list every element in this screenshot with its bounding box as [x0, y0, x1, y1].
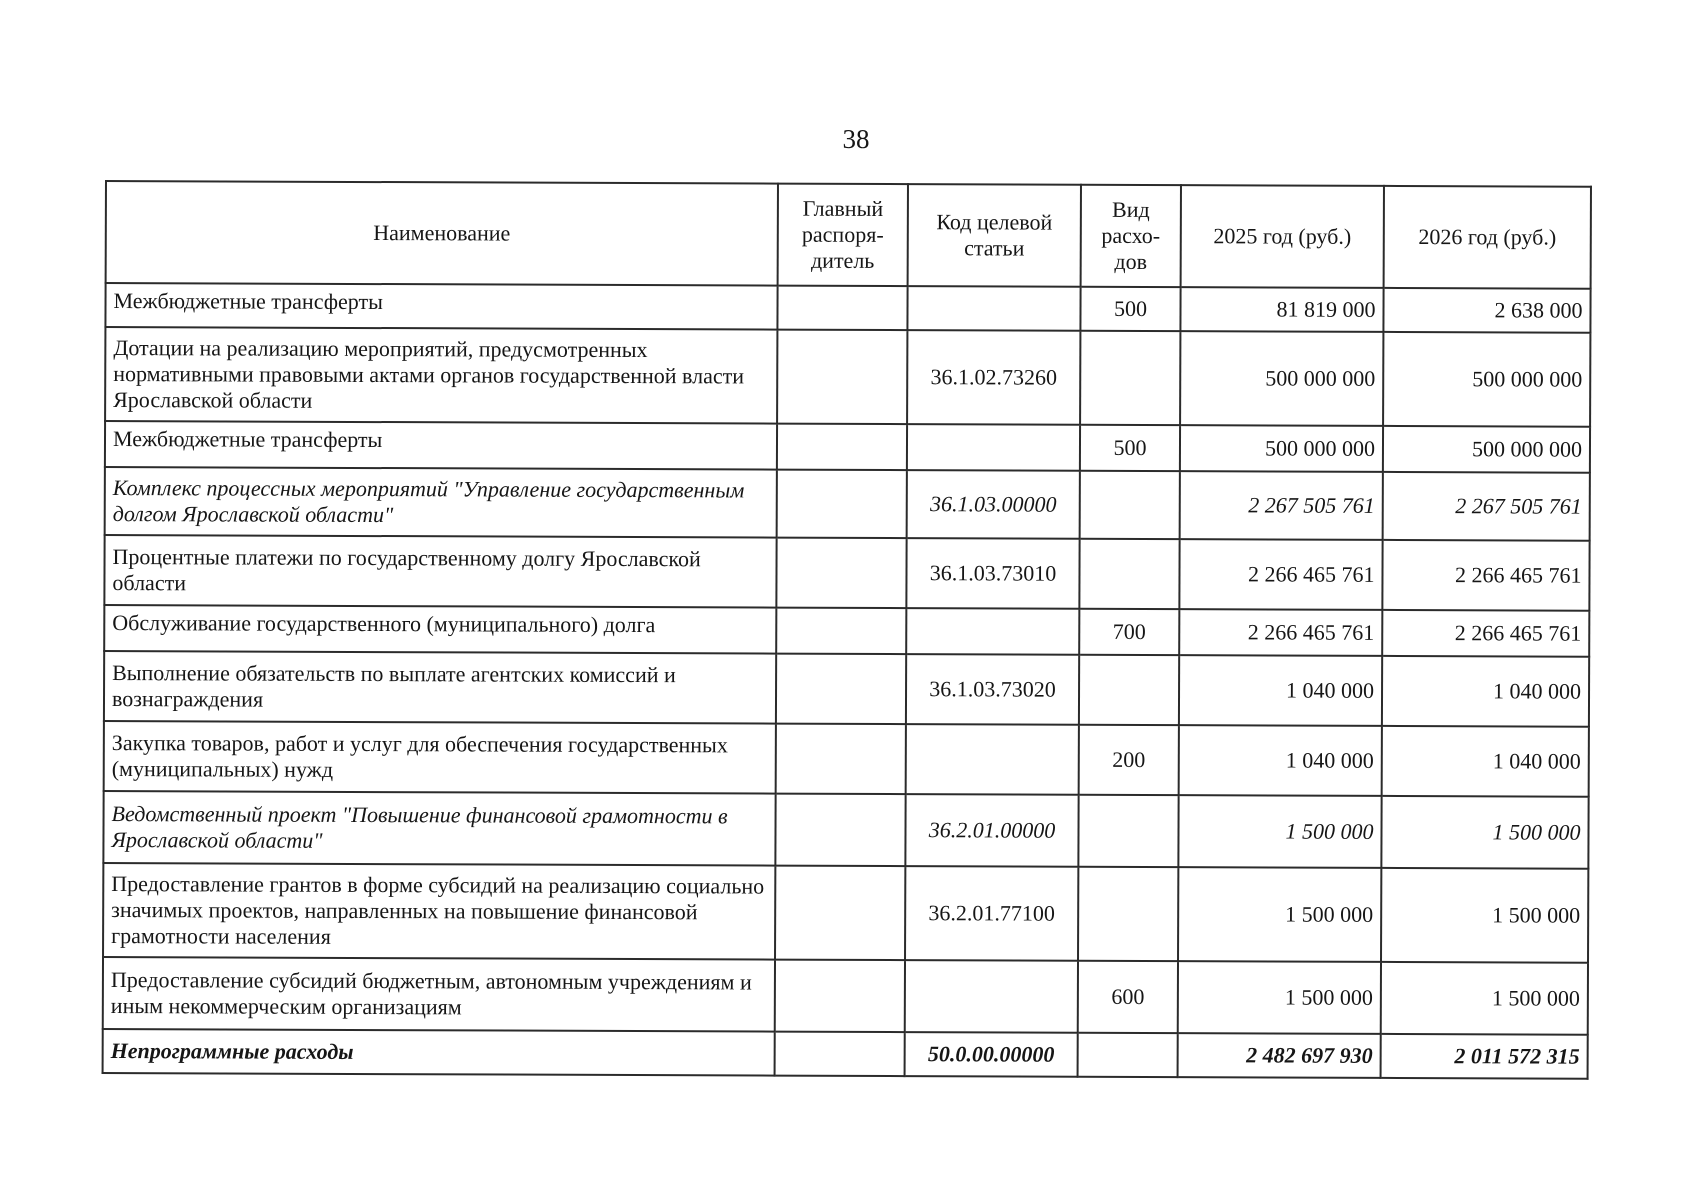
row-target-code: 36.2.01.77100 [905, 866, 1078, 961]
row-expense-kind: 500 [1080, 425, 1180, 471]
row-main-manager [777, 470, 907, 538]
row-name: Ведомственный проект "Повышение финансовой грамотности в Ярославской области" [103, 791, 775, 866]
row-name: Предоставление субсидий бюджетным, автономным учреждениям и иным некоммерческим организациям [103, 957, 775, 1032]
row-main-manager [776, 654, 906, 724]
row-target-code: 36.1.02.73260 [907, 330, 1080, 425]
row-amount-2025: 2 267 505 761 [1180, 471, 1383, 540]
row-amount-2026: 2 267 505 761 [1383, 472, 1590, 541]
row-amount-2025: 500 000 000 [1180, 425, 1383, 472]
row-amount-2025: 1 500 000 [1178, 867, 1381, 962]
row-amount-2025: 500 000 000 [1180, 331, 1383, 426]
row-target-code [907, 286, 1080, 331]
row-expense-kind: 200 [1079, 725, 1179, 795]
row-amount-2026: 500 000 000 [1383, 426, 1590, 473]
table-row [103, 863, 1588, 963]
table-row [105, 327, 1590, 427]
table-row [103, 791, 1588, 869]
row-target-code: 36.1.03.73020 [906, 654, 1079, 725]
header-year-2025: 2025 год (руб.) [1181, 185, 1384, 288]
table-row [105, 283, 1590, 333]
header-target-code: Код целевой статьи [908, 184, 1081, 287]
row-amount-2026: 2 638 000 [1383, 288, 1590, 333]
row-expense-kind [1080, 471, 1180, 539]
row-name: Процентные платежи по государственному долгу Ярославской области [104, 535, 776, 608]
row-expense-kind: 700 [1079, 609, 1179, 655]
table-row [105, 467, 1590, 541]
row-name: Обслуживание государственного (муниципального) долга [104, 605, 776, 654]
row-amount-2025: 2 266 465 761 [1179, 539, 1382, 610]
row-name: Непрограммные расходы [103, 1029, 775, 1076]
row-amount-2026: 2 266 465 761 [1382, 610, 1589, 657]
row-amount-2026: 1 500 000 [1381, 868, 1588, 963]
header-row [106, 181, 1591, 289]
row-target-code [907, 424, 1080, 471]
row-expense-kind: 600 [1078, 961, 1178, 1033]
row-amount-2025: 2 266 465 761 [1179, 609, 1382, 656]
table-row [104, 721, 1589, 797]
row-main-manager [775, 866, 905, 960]
table-row [104, 651, 1589, 727]
row-main-manager [777, 330, 907, 424]
row-amount-2025: 1 500 000 [1178, 961, 1381, 1034]
row-expense-kind [1078, 1033, 1178, 1077]
row-target-code [906, 724, 1079, 795]
row-expense-kind [1079, 539, 1179, 609]
row-amount-2025: 81 819 000 [1180, 287, 1383, 332]
row-amount-2026: 2 011 572 315 [1381, 1034, 1588, 1079]
row-main-manager [777, 286, 907, 330]
row-amount-2025: 1 040 000 [1179, 725, 1382, 796]
row-target-code: 50.0.00.00000 [905, 1032, 1078, 1077]
row-main-manager [776, 538, 906, 608]
row-expense-kind: 500 [1080, 287, 1180, 331]
row-amount-2026: 1 500 000 [1381, 796, 1588, 869]
header-name: Наименование [106, 181, 778, 286]
page-number: 38 [842, 124, 870, 154]
row-expense-kind [1078, 795, 1178, 867]
row-name: Межбюджетные трансферты [105, 421, 777, 470]
budget-table [102, 180, 1592, 1080]
row-amount-2026: 1 040 000 [1382, 656, 1589, 727]
row-target-code: 36.1.03.73010 [906, 538, 1079, 609]
row-expense-kind [1078, 867, 1178, 961]
row-amount-2026: 500 000 000 [1383, 332, 1590, 427]
table-row [103, 1029, 1588, 1079]
row-amount-2025: 1 500 000 [1178, 795, 1381, 868]
row-target-code: 36.2.01.00000 [905, 794, 1078, 867]
table-row [104, 535, 1589, 611]
table-body [103, 283, 1591, 1079]
header-expense-kind: Вид расхо-дов [1081, 185, 1181, 287]
row-name: Дотации на реализацию мероприятий, предусмотренных нормативными правовыми актами органов государственной власти Ярославской области [105, 327, 777, 424]
row-amount-2025: 2 482 697 930 [1178, 1033, 1381, 1078]
row-main-manager [776, 608, 906, 654]
row-target-code: 36.1.03.00000 [907, 470, 1080, 539]
row-name: Комплекс процессных мероприятий "Управление государственным долгом Ярославской области" [105, 467, 777, 538]
table-row [105, 421, 1590, 473]
row-target-code [905, 960, 1078, 1033]
row-main-manager [775, 794, 905, 866]
row-amount-2026: 1 500 000 [1381, 962, 1588, 1035]
row-main-manager [775, 1032, 905, 1076]
row-amount-2026: 1 040 000 [1382, 726, 1589, 797]
row-amount-2026: 2 266 465 761 [1382, 540, 1589, 611]
header-year-2026: 2026 год (руб.) [1384, 186, 1591, 289]
row-name: Предоставление грантов в форме субсидий на реализацию социально значимых проектов, направленных на повышение финансовой грамотности населения [103, 863, 775, 960]
row-name: Выполнение обязательств по выплате агентских комиссий и вознаграждения [104, 651, 776, 724]
row-name: Межбюджетные трансферты [105, 283, 777, 330]
table-row [104, 605, 1589, 657]
row-main-manager [775, 960, 905, 1032]
row-expense-kind [1080, 331, 1180, 425]
row-main-manager [776, 724, 906, 794]
table-header [106, 181, 1591, 289]
row-expense-kind [1079, 655, 1179, 725]
row-main-manager [777, 424, 907, 470]
row-target-code [906, 608, 1079, 655]
row-name: Закупка товаров, работ и услуг для обеспечения государственных (муниципальных) нужд [104, 721, 776, 794]
header-main-manager: Главный распоря-дитель [778, 184, 908, 286]
row-amount-2025: 1 040 000 [1179, 655, 1382, 726]
table-row [103, 957, 1588, 1035]
